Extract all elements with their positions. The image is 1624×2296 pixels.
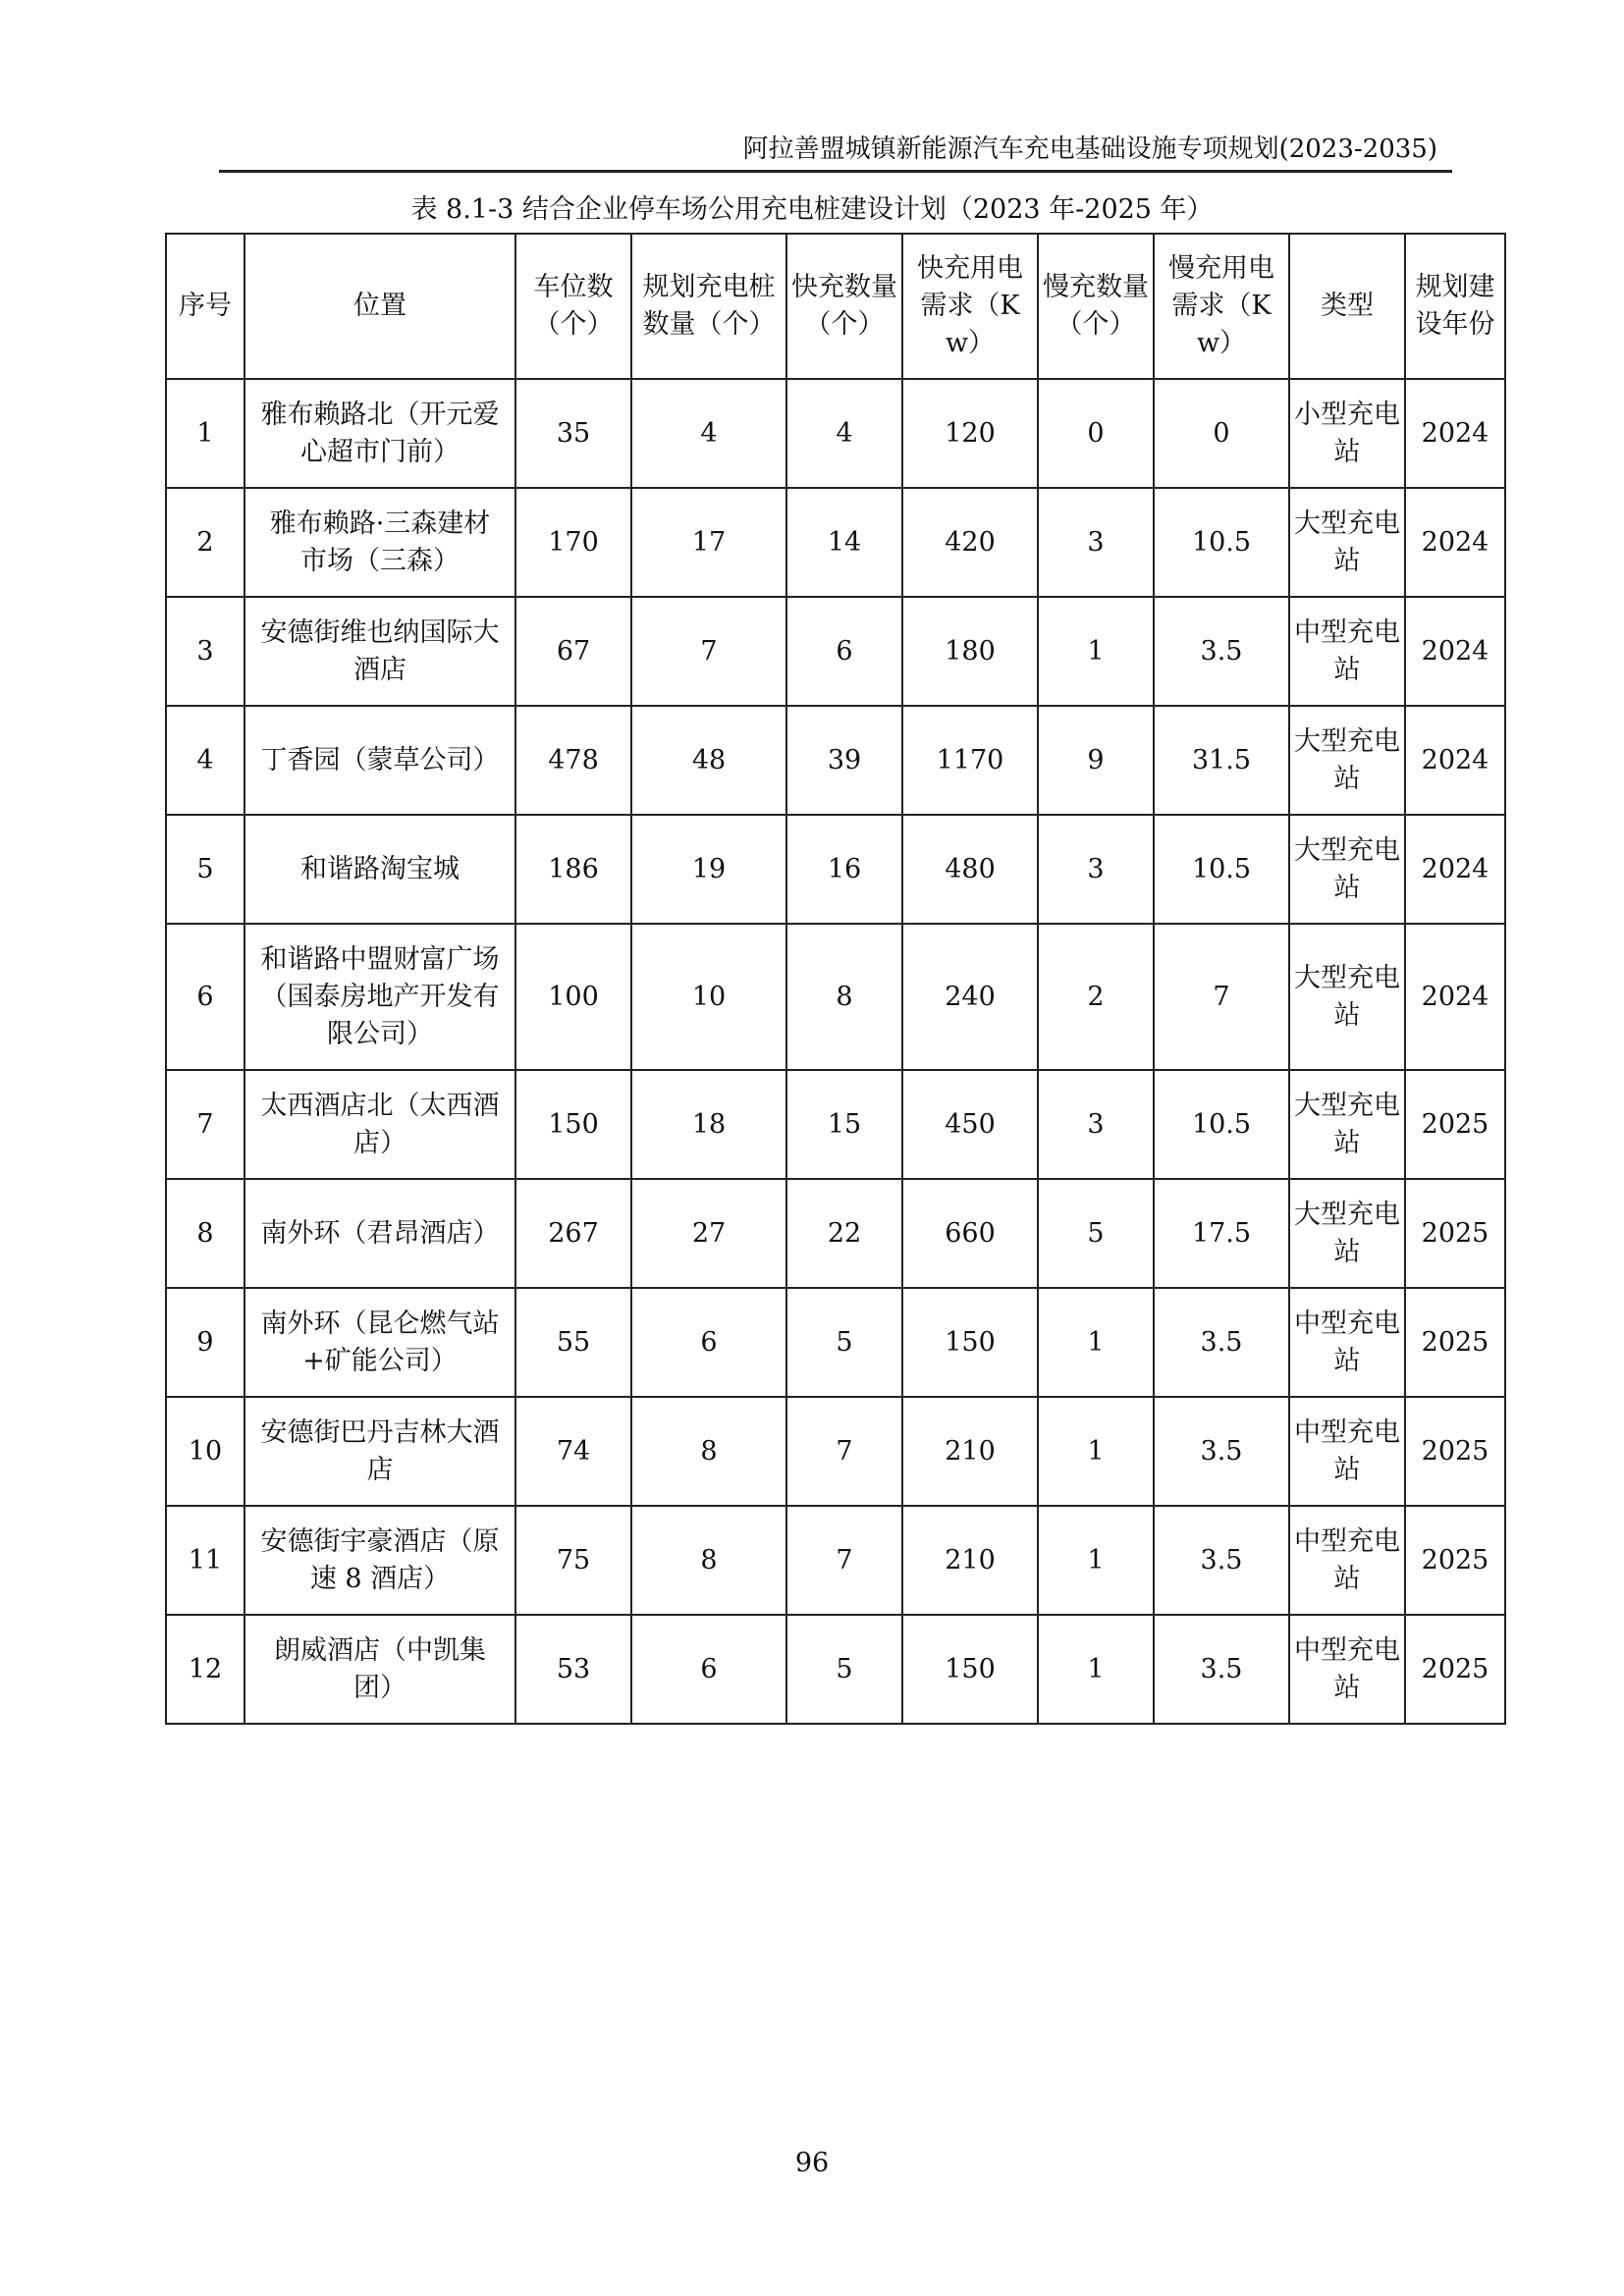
cell-year: 2024: [1405, 379, 1505, 488]
cell-spaces: 267: [515, 1179, 631, 1288]
cell-type: 大型充电站: [1289, 488, 1405, 597]
cell-location: 南外环（君昂酒店）: [244, 1179, 515, 1288]
cell-slow-count: 3: [1038, 815, 1154, 924]
column-header: 序号: [166, 234, 244, 379]
cell-location: 安德街巴丹吉林大酒店: [244, 1397, 515, 1506]
cell-piles: 27: [631, 1179, 786, 1288]
cell-slow-kw: 3.5: [1154, 1506, 1289, 1615]
cell-fast-count: 15: [786, 1070, 902, 1179]
cell-location: 和谐路淘宝城: [244, 815, 515, 924]
cell-fast-kw: 480: [902, 815, 1038, 924]
column-header: 慢充数量（个）: [1038, 234, 1154, 379]
cell-no: 5: [166, 815, 244, 924]
cell-slow-count: 0: [1038, 379, 1154, 488]
table-row: [166, 379, 1505, 488]
cell-type: 中型充电站: [1289, 1397, 1405, 1506]
cell-no: 8: [166, 1179, 244, 1288]
cell-fast-count: 16: [786, 815, 902, 924]
cell-location: 和谐路中盟财富广场（国泰房地产开发有限公司）: [244, 924, 515, 1070]
cell-spaces: 74: [515, 1397, 631, 1506]
cell-fast-count: 8: [786, 924, 902, 1070]
cell-slow-count: 1: [1038, 1615, 1154, 1724]
cell-year: 2025: [1405, 1070, 1505, 1179]
cell-year: 2024: [1405, 706, 1505, 815]
table-row: [166, 488, 1505, 597]
cell-type: 大型充电站: [1289, 706, 1405, 815]
cell-year: 2025: [1405, 1506, 1505, 1615]
cell-spaces: 35: [515, 379, 631, 488]
column-header: 位置: [244, 234, 515, 379]
cell-year: 2025: [1405, 1288, 1505, 1397]
cell-fast-kw: 150: [902, 1615, 1038, 1724]
cell-spaces: 478: [515, 706, 631, 815]
cell-slow-kw: 0: [1154, 379, 1289, 488]
cell-year: 2024: [1405, 488, 1505, 597]
cell-no: 2: [166, 488, 244, 597]
cell-year: 2025: [1405, 1615, 1505, 1724]
cell-spaces: 53: [515, 1615, 631, 1724]
cell-spaces: 150: [515, 1070, 631, 1179]
table-row: [166, 1397, 1505, 1506]
running-header-title: 阿拉善盟城镇新能源汽车充电基础设施专项规划(2023-2035): [742, 134, 1437, 164]
cell-type: 大型充电站: [1289, 924, 1405, 1070]
cell-type: 大型充电站: [1289, 815, 1405, 924]
cell-type: 大型充电站: [1289, 1179, 1405, 1288]
cell-fast-kw: 150: [902, 1288, 1038, 1397]
cell-slow-kw: 10.5: [1154, 815, 1289, 924]
cell-no: 9: [166, 1288, 244, 1397]
cell-location: 南外环（昆仑燃气站+矿能公司）: [244, 1288, 515, 1397]
cell-slow-count: 1: [1038, 597, 1154, 706]
cell-spaces: 170: [515, 488, 631, 597]
cell-fast-count: 5: [786, 1288, 902, 1397]
cell-fast-kw: 210: [902, 1397, 1038, 1506]
cell-year: 2024: [1405, 924, 1505, 1070]
cell-no: 12: [166, 1615, 244, 1724]
cell-piles: 4: [631, 379, 786, 488]
cell-type: 中型充电站: [1289, 1288, 1405, 1397]
cell-slow-kw: 31.5: [1154, 706, 1289, 815]
cell-fast-count: 4: [786, 379, 902, 488]
column-header: 快充数量（个）: [786, 234, 902, 379]
cell-year: 2024: [1405, 597, 1505, 706]
cell-no: 11: [166, 1506, 244, 1615]
column-header: 慢充用电需求（Kw）: [1154, 234, 1289, 379]
cell-spaces: 55: [515, 1288, 631, 1397]
cell-piles: 18: [631, 1070, 786, 1179]
cell-piles: 8: [631, 1506, 786, 1615]
cell-piles: 48: [631, 706, 786, 815]
cell-location: 太西酒店北（太西酒店）: [244, 1070, 515, 1179]
cell-fast-count: 6: [786, 597, 902, 706]
table-row: [166, 924, 1505, 1070]
cell-fast-kw: 660: [902, 1179, 1038, 1288]
table-row: [166, 1070, 1505, 1179]
cell-type: 中型充电站: [1289, 597, 1405, 706]
cell-fast-kw: 210: [902, 1506, 1038, 1615]
cell-piles: 8: [631, 1397, 786, 1506]
cell-piles: 10: [631, 924, 786, 1070]
column-header: 快充用电需求（Kw）: [902, 234, 1038, 379]
cell-slow-count: 1: [1038, 1506, 1154, 1615]
cell-fast-count: 7: [786, 1397, 902, 1506]
cell-piles: 6: [631, 1615, 786, 1724]
cell-slow-kw: 7: [1154, 924, 1289, 1070]
cell-spaces: 186: [515, 815, 631, 924]
cell-no: 10: [166, 1397, 244, 1506]
cell-fast-kw: 420: [902, 488, 1038, 597]
cell-spaces: 75: [515, 1506, 631, 1615]
cell-slow-count: 3: [1038, 1070, 1154, 1179]
table-row: [166, 597, 1505, 706]
cell-slow-kw: 17.5: [1154, 1179, 1289, 1288]
cell-slow-count: 1: [1038, 1397, 1154, 1506]
column-header: 规划充电桩数量（个）: [631, 234, 786, 379]
cell-no: 1: [166, 379, 244, 488]
cell-fast-kw: 240: [902, 924, 1038, 1070]
cell-type: 大型充电站: [1289, 1070, 1405, 1179]
cell-slow-kw: 10.5: [1154, 488, 1289, 597]
cell-slow-count: 5: [1038, 1179, 1154, 1288]
cell-slow-kw: 3.5: [1154, 597, 1289, 706]
cell-slow-kw: 3.5: [1154, 1397, 1289, 1506]
cell-fast-count: 39: [786, 706, 902, 815]
cell-type: 小型充电站: [1289, 379, 1405, 488]
cell-piles: 6: [631, 1288, 786, 1397]
cell-no: 4: [166, 706, 244, 815]
table-row: [166, 1615, 1505, 1724]
table-row: [166, 706, 1505, 815]
cell-location: 安德街维也纳国际大酒店: [244, 597, 515, 706]
page-number: 96: [794, 2148, 830, 2178]
table-row: [166, 815, 1505, 924]
cell-slow-kw: 3.5: [1154, 1288, 1289, 1397]
cell-type: 中型充电站: [1289, 1615, 1405, 1724]
cell-fast-count: 14: [786, 488, 902, 597]
cell-slow-count: 2: [1038, 924, 1154, 1070]
cell-spaces: 67: [515, 597, 631, 706]
cell-piles: 7: [631, 597, 786, 706]
column-header: 车位数（个）: [515, 234, 631, 379]
cell-fast-count: 5: [786, 1615, 902, 1724]
cell-no: 6: [166, 924, 244, 1070]
table-row: [166, 1506, 1505, 1615]
cell-piles: 17: [631, 488, 786, 597]
cell-year: 2024: [1405, 815, 1505, 924]
cell-fast-kw: 1170: [902, 706, 1038, 815]
cell-location: 雅布赖路·三森建材市场（三森）: [244, 488, 515, 597]
cell-slow-count: 1: [1038, 1288, 1154, 1397]
cell-no: 3: [166, 597, 244, 706]
cell-spaces: 100: [515, 924, 631, 1070]
table-row: [166, 1179, 1505, 1288]
cell-slow-kw: 3.5: [1154, 1615, 1289, 1724]
cell-location: 丁香园（蒙草公司）: [244, 706, 515, 815]
cell-piles: 19: [631, 815, 786, 924]
column-header: 类型: [1289, 234, 1405, 379]
table-row: [166, 1288, 1505, 1397]
header-rule: [219, 170, 1452, 173]
cell-fast-kw: 120: [902, 379, 1038, 488]
cell-type: 中型充电站: [1289, 1506, 1405, 1615]
cell-location: 安德街宇豪酒店（原速 8 酒店）: [244, 1506, 515, 1615]
cell-location: 朗威酒店（中凯集团）: [244, 1615, 515, 1724]
cell-fast-kw: 450: [902, 1070, 1038, 1179]
cell-fast-kw: 180: [902, 597, 1038, 706]
table-caption: 表 8.1-3 结合企业停车场公用充电桩建设计划（2023 年-2025 年）: [410, 194, 1214, 225]
cell-location: 雅布赖路北（开元爱心超市门前）: [244, 379, 515, 488]
table-header-row: [166, 234, 1505, 379]
cell-slow-count: 9: [1038, 706, 1154, 815]
cell-no: 7: [166, 1070, 244, 1179]
cell-year: 2025: [1405, 1397, 1505, 1506]
cell-slow-count: 3: [1038, 488, 1154, 597]
charging-pile-plan-table: [165, 233, 1506, 1725]
cell-year: 2025: [1405, 1179, 1505, 1288]
cell-fast-count: 22: [786, 1179, 902, 1288]
cell-fast-count: 7: [786, 1506, 902, 1615]
column-header: 规划建设年份: [1405, 234, 1505, 379]
cell-slow-kw: 10.5: [1154, 1070, 1289, 1179]
